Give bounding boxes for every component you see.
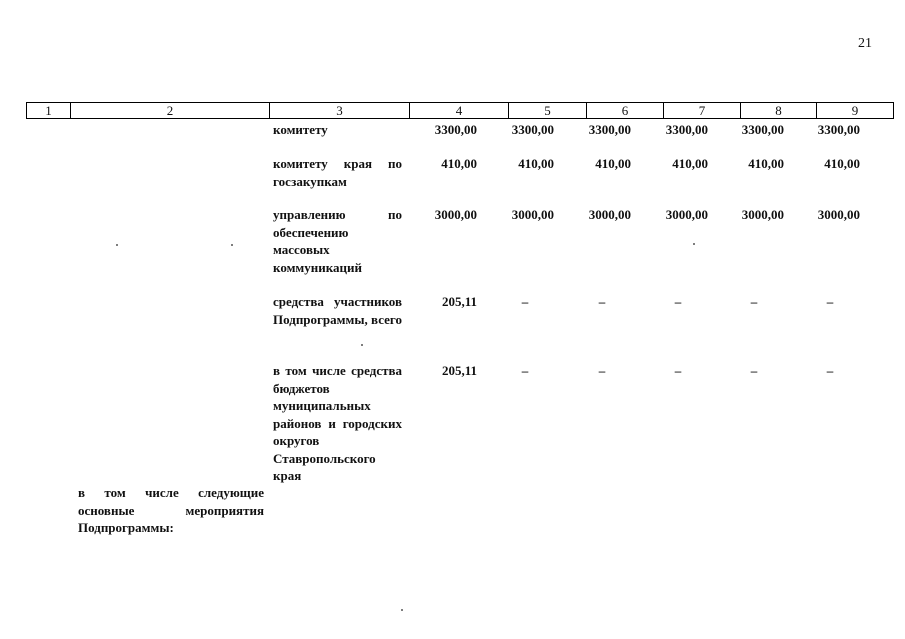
row-value-col4: 205,11	[441, 363, 477, 378]
header-col-6: 6	[587, 103, 664, 118]
header-col-9: 9	[851, 103, 859, 118]
row-description: управлению по обеспечению массовых коммуникаций	[273, 207, 402, 275]
row-value-col5: –	[521, 294, 529, 309]
row-value-col7: 3300,00	[665, 122, 708, 137]
scan-speck	[116, 244, 118, 246]
row-value-col6: –	[598, 294, 606, 309]
row-value-col7: –	[674, 363, 682, 378]
row-value-col7: 410,00	[672, 156, 708, 171]
row-value-col6: –	[598, 363, 606, 378]
scan-speck	[693, 243, 695, 245]
scan-speck	[361, 344, 363, 346]
row-value-col8: 410,00	[748, 156, 784, 171]
header-col-7: 7	[664, 103, 741, 118]
row-value-col7: –	[674, 294, 682, 309]
header-col-1: 1	[27, 103, 71, 118]
row-value-col8: 3000,00	[741, 207, 784, 222]
row-value-col8: –	[750, 294, 758, 309]
row-value-col9: –	[826, 294, 834, 309]
row-description: средства участников Подпрограммы, всего	[273, 294, 402, 327]
row-value-col6: 3000,00	[588, 207, 631, 222]
row-value-col9: 3000,00	[817, 207, 860, 222]
row-value-col4: 3300,00	[434, 122, 477, 137]
row-value-col9: 410,00	[824, 156, 860, 171]
col2-subsection-note: в том числе следующие основные мероприятия Подпрограммы:	[78, 485, 264, 535]
row-value-col4: 410,00	[441, 156, 477, 171]
header-col-4: 4	[410, 103, 509, 118]
page-number: 21	[858, 36, 872, 51]
row-value-col8: –	[750, 363, 758, 378]
header-col-5: 5	[509, 103, 587, 118]
scan-speck	[401, 609, 403, 611]
row-value-col6: 3300,00	[588, 122, 631, 137]
row-value-col8: 3300,00	[741, 122, 784, 137]
row-description: комитету	[273, 122, 328, 137]
row-description: в том числе средства бюджетов муниципальных районов и городских округов Ставропольского края	[273, 363, 402, 483]
row-value-col5: 3300,00	[511, 122, 554, 137]
header-col-8: 8	[741, 103, 817, 118]
row-value-col4: 3000,00	[434, 207, 477, 222]
row-value-col4: 205,11	[441, 294, 477, 309]
row-value-col9: –	[826, 363, 834, 378]
row-description: комитету края по госзакупкам	[273, 156, 402, 189]
header-col-2: 2	[71, 103, 270, 118]
row-value-col7: 3000,00	[665, 207, 708, 222]
table-header-row	[26, 102, 894, 119]
row-value-col9: 3300,00	[817, 122, 860, 137]
header-col-3: 3	[270, 103, 410, 118]
row-value-col5: 410,00	[518, 156, 554, 171]
row-value-col5: –	[521, 363, 529, 378]
row-value-col6: 410,00	[595, 156, 631, 171]
row-value-col5: 3000,00	[511, 207, 554, 222]
scan-speck	[231, 244, 233, 246]
